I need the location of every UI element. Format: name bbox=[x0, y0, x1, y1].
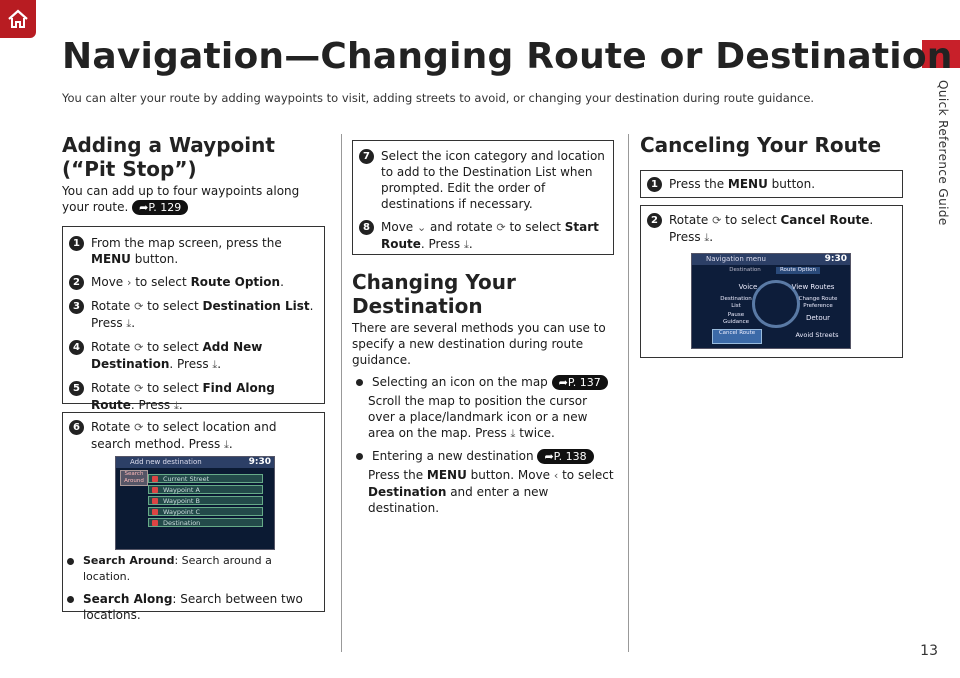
change-methods bbox=[352, 374, 617, 516]
voice-item[interactable]: Voice bbox=[738, 283, 758, 291]
screen-title: Add new destination bbox=[116, 457, 274, 468]
select-icon-body: Scroll the map to position the cursor over a place/landmark icon or a new area on the map. Press ⤓ twice. bbox=[368, 394, 588, 440]
search-around-button[interactable]: Search Around bbox=[120, 470, 148, 486]
column-divider bbox=[341, 134, 342, 652]
pause-guidance-item[interactable]: Pause Guidance bbox=[722, 312, 750, 325]
change-destination-intro: There are several methods you can use to specify a new destination during route guidance. bbox=[352, 321, 606, 367]
move-right-icon: › bbox=[127, 276, 132, 289]
step-7: 7 Select the icon category and location to add to the Destination List when prompted. Edit the order of destinations if necessary. bbox=[353, 148, 607, 212]
step-5: 5 Rotate ⟳ to select Find Along Route. Press ⤓. bbox=[63, 380, 318, 414]
press-icon: ⤓ bbox=[173, 399, 179, 412]
knob-icon: ⟳ bbox=[134, 300, 144, 313]
knob-icon: ⟳ bbox=[712, 214, 722, 227]
move-down-icon: ⌄ bbox=[417, 221, 427, 234]
avoid-streets-item[interactable]: Avoid Streets bbox=[795, 331, 839, 339]
add-destination-screen bbox=[115, 456, 275, 550]
step-6: 6 Rotate ⟳ to select location and search method. Press ⤓. bbox=[63, 419, 318, 453]
waypoint-steps-cont-box bbox=[352, 140, 614, 255]
step-8: 8 Move ⌄ and rotate ⟳ to select Start Route. Press ⤓. bbox=[353, 219, 607, 253]
cancel-route-heading: Canceling Your Route bbox=[640, 133, 882, 157]
tab-destination[interactable]: Destination bbox=[729, 267, 761, 273]
cancel-step2-box bbox=[640, 205, 903, 358]
screen-clock: 9:30 bbox=[248, 457, 271, 467]
view-routes-item[interactable]: View Routes bbox=[791, 283, 835, 291]
search-options bbox=[63, 553, 321, 623]
step-2: 2 Rotate ⟳ to select Cancel Route. Press ⤓. bbox=[641, 212, 896, 246]
detour-item[interactable]: Detour bbox=[805, 314, 831, 322]
enter-destination-body: Press the MENU button. Move ‹ to select Destination and enter a new destination. bbox=[368, 468, 614, 515]
press-icon: ⤓ bbox=[212, 358, 218, 371]
step-4: 4 Rotate ⟳ to select Add New Destination. Press ⤓. bbox=[63, 339, 318, 373]
waypoint-heading: Adding a Waypoint (“Pit Stop”) bbox=[62, 133, 275, 181]
knob-icon: ⟳ bbox=[134, 341, 144, 354]
page-number: 13 bbox=[920, 643, 938, 659]
waypoint-intro: You can add up to four waypoints along your route. ➦P. 129 bbox=[62, 184, 300, 214]
press-icon: ⤓ bbox=[126, 317, 132, 330]
side-label: Quick Reference Guide bbox=[936, 80, 950, 226]
bullet-enter-destination: Entering a new destination ➦P. 138 bbox=[352, 448, 617, 464]
list-item[interactable]: Waypoint B bbox=[148, 496, 263, 505]
screen-title: Navigation menu bbox=[692, 254, 850, 265]
destination-list-item[interactable]: Destination List bbox=[720, 296, 752, 309]
knob-icon: ⟳ bbox=[134, 421, 144, 434]
knob-icon: ⟳ bbox=[134, 382, 144, 395]
screen-clock: 9:30 bbox=[824, 254, 847, 264]
list-item[interactable]: Waypoint C bbox=[148, 507, 263, 516]
bullet-search-along: Search Along: Search between two locations. bbox=[63, 591, 321, 623]
press-icon: ⤓ bbox=[510, 427, 516, 440]
navigation-menu-screen bbox=[691, 253, 851, 349]
step-3: 3 Rotate ⟳ to select Destination List. Press ⤓. bbox=[63, 298, 318, 332]
home-button[interactable] bbox=[0, 0, 36, 38]
page-intro: You can alter your route by adding waypoints to visit, adding streets to avoid, or changing your destination during route guidance. bbox=[62, 91, 815, 105]
page-title: Navigation—Changing Route or Destination bbox=[62, 36, 953, 77]
step-1: 1 From the map screen, press the MENU button. bbox=[63, 235, 318, 267]
knob-icon: ⟳ bbox=[496, 221, 506, 234]
press-icon: ⤓ bbox=[463, 238, 469, 251]
change-route-preference-item[interactable]: Change Route Preference bbox=[798, 296, 838, 309]
list-item[interactable]: Current Street bbox=[148, 474, 263, 483]
tab-route-option[interactable]: Route Option bbox=[776, 267, 820, 274]
waypoint-search-box bbox=[62, 412, 325, 622]
page-ref-link[interactable]: ➦P. 138 bbox=[537, 449, 593, 464]
page-ref-link[interactable]: ➦P. 137 bbox=[552, 375, 608, 390]
step-1: 1 Press the MENU button. bbox=[641, 176, 896, 192]
list-item[interactable]: Waypoint A bbox=[148, 485, 263, 494]
press-icon: ⤓ bbox=[704, 231, 710, 244]
cancel-step1-box bbox=[640, 170, 903, 198]
home-icon bbox=[7, 8, 29, 30]
move-left-icon: ‹ bbox=[553, 469, 559, 482]
press-icon: ⤓ bbox=[224, 438, 229, 451]
cancel-route-item[interactable]: Cancel Route bbox=[712, 329, 762, 344]
waypoint-steps-box bbox=[62, 226, 325, 412]
column-divider bbox=[628, 134, 629, 652]
bullet-select-icon: Selecting an icon on the map ➦P. 137 bbox=[352, 374, 617, 390]
step-2: 2 Move › to select Route Option. bbox=[63, 274, 318, 291]
change-destination-heading: Changing Your Destination bbox=[352, 270, 516, 318]
page-ref-link[interactable]: ➦P. 129 bbox=[132, 200, 188, 215]
bullet-search-around: Search Around: Search around a location. bbox=[63, 553, 321, 585]
list-item[interactable]: Destination bbox=[148, 518, 263, 527]
